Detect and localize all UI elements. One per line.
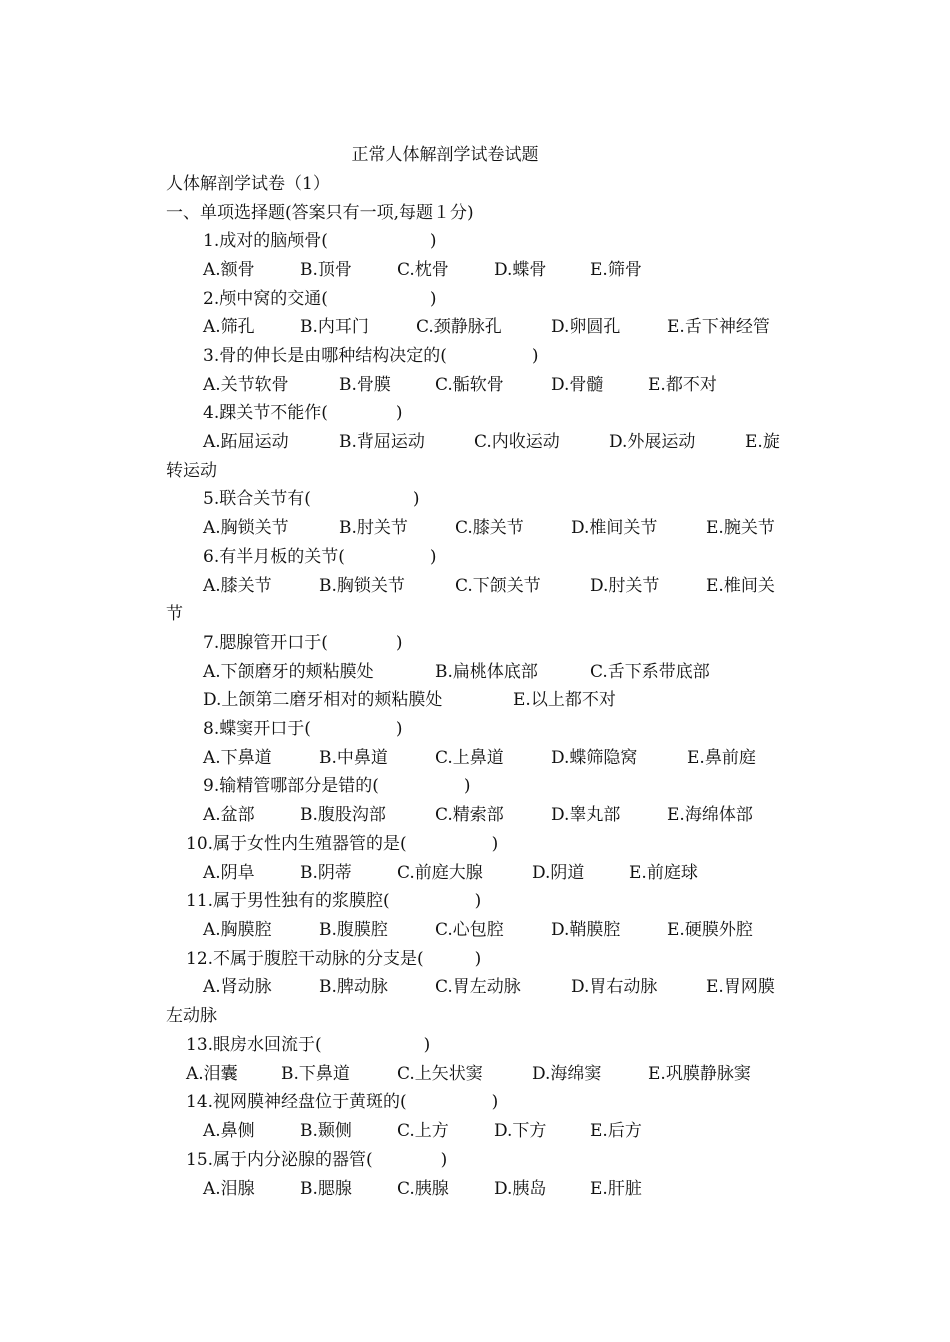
question-7-option-a: A.下颌磨牙的颊粘膜处 <box>203 662 374 682</box>
question-8-option-c: C.上鼻道 <box>435 748 504 768</box>
question-4-option-b: B.背屈运动 <box>339 432 425 452</box>
question-3: 3.骨的伸长是由哪种结构决定的( ) <box>203 346 539 366</box>
question-4-option-e: E.旋 <box>745 432 780 452</box>
question-10-option-e: E.前庭球 <box>629 863 698 883</box>
question-7-option-d: D.上颌第二磨牙相对的颊粘膜处 <box>203 690 443 710</box>
question-10-option-b: B.阴蒂 <box>300 863 352 883</box>
question-10-option-a: A.阴阜 <box>203 863 255 883</box>
question-13-option-d: D.海绵窦 <box>532 1064 602 1084</box>
question-15: 15.属于内分泌腺的器管( ) <box>186 1150 448 1170</box>
question-11-option-e: E.硬膜外腔 <box>667 920 753 940</box>
question-7-option-e: E.以上都不对 <box>513 690 616 710</box>
question-3-option-c: C.骺软骨 <box>435 375 504 395</box>
question-9-option-a: A.盆部 <box>203 805 255 825</box>
question-6-option-b: B.胸锁关节 <box>319 576 405 596</box>
question-12: 12.不属于腹腔干动脉的分支是( ) <box>186 949 482 969</box>
question-7-option-b: B.扁桃体底部 <box>435 662 538 682</box>
question-9-option-e: E.海绵体部 <box>667 805 753 825</box>
question-1-option-a: A.额骨 <box>203 260 255 280</box>
question-11-option-a: A.胸膜腔 <box>203 920 272 940</box>
question-12-option-c: C.胃左动脉 <box>435 977 521 997</box>
question-5-option-e: E.腕关节 <box>706 518 775 538</box>
question-9-option-c: C.精索部 <box>435 805 504 825</box>
question-6-option-d: D.肘关节 <box>590 576 660 596</box>
question-5-option-c: C.膝关节 <box>455 518 524 538</box>
question-7: 7.腮腺管开口于( ) <box>203 633 403 653</box>
question-6: 6.有半月板的关节( ) <box>203 547 437 567</box>
question-3-option-b: B.骨膜 <box>339 375 391 395</box>
question-5-option-b: B.肘关节 <box>339 518 408 538</box>
question-12-option-e-wrap: 左动脉 <box>166 1006 217 1026</box>
question-11-option-c: C.心包腔 <box>435 920 504 940</box>
question-5-option-d: D.椎间关节 <box>571 518 658 538</box>
question-6-option-e: E.椎间关 <box>706 576 775 596</box>
question-10-option-d: D.阴道 <box>532 863 585 883</box>
question-15-option-b: B.腮腺 <box>300 1179 352 1199</box>
question-9-option-b: B.腹股沟部 <box>300 805 386 825</box>
question-8: 8.蝶窦开口于( ) <box>203 719 403 739</box>
question-9: 9.输精管哪部分是错的( ) <box>203 776 471 796</box>
question-4-option-e-wrap: 转运动 <box>166 461 217 481</box>
question-2-option-a: A.筛孔 <box>203 317 255 337</box>
question-13-option-e: E.巩膜静脉窦 <box>648 1064 751 1084</box>
question-1-option-e: E.筛骨 <box>590 260 642 280</box>
exam-subtitle: 人体解剖学试卷（1） <box>166 174 330 194</box>
question-4: 4.踝关节不能作( ) <box>203 403 403 423</box>
question-1-option-c: C.枕骨 <box>397 260 449 280</box>
question-2: 2.颅中窝的交通( ) <box>203 289 437 309</box>
section-heading: 一、单项选择题(答案只有一项,每题１分) <box>166 203 474 223</box>
question-3-option-d: D.骨髓 <box>551 375 604 395</box>
question-10: 10.属于女性内生殖器管的是( ) <box>186 834 499 854</box>
question-13: 13.眼房水回流于( ) <box>186 1035 431 1055</box>
question-14-option-a: A.鼻侧 <box>203 1121 255 1141</box>
question-2-option-b: B.内耳门 <box>300 317 369 337</box>
question-2-option-d: D.卵圆孔 <box>551 317 621 337</box>
question-13-option-c: C.上矢状窦 <box>397 1064 483 1084</box>
question-6-option-a: A.膝关节 <box>203 576 272 596</box>
question-11: 11.属于男性独有的浆膜腔( ) <box>186 891 482 911</box>
question-2-option-c: C.颈静脉孔 <box>416 317 502 337</box>
question-6-option-e-wrap: 节 <box>166 604 183 624</box>
question-12-option-a: A.肾动脉 <box>203 977 272 997</box>
question-8-option-a: A.下鼻道 <box>203 748 272 768</box>
question-3-option-a: A.关节软骨 <box>203 375 289 395</box>
question-14-option-d: D.下方 <box>494 1121 547 1141</box>
question-1-option-b: B.顶骨 <box>300 260 352 280</box>
question-12-option-d: D.胃右动脉 <box>571 977 658 997</box>
question-11-option-b: B.腹膜腔 <box>319 920 388 940</box>
question-4-option-d: D.外展运动 <box>609 432 696 452</box>
question-8-option-e: E.鼻前庭 <box>687 748 756 768</box>
question-5-option-a: A.胸锁关节 <box>203 518 289 538</box>
question-3-option-e: E.都不对 <box>648 375 717 395</box>
question-4-option-c: C.内收运动 <box>474 432 560 452</box>
question-9-option-d: D.睾丸部 <box>551 805 621 825</box>
question-1-option-d: D.蝶骨 <box>494 260 547 280</box>
question-10-option-c: C.前庭大腺 <box>397 863 483 883</box>
question-14: 14.视网膜神经盘位于黄斑的( ) <box>186 1092 499 1112</box>
question-15-option-e: E.肝脏 <box>590 1179 642 1199</box>
question-8-option-b: B.中鼻道 <box>319 748 388 768</box>
question-14-option-b: B.颞侧 <box>300 1121 352 1141</box>
question-5: 5.联合关节有( ) <box>203 489 420 509</box>
question-8-option-d: D.蝶筛隐窝 <box>551 748 638 768</box>
question-12-option-e: E.胃网膜 <box>706 977 775 997</box>
question-13-option-b: B.下鼻道 <box>281 1064 350 1084</box>
question-1: 1.成对的脑颅骨( ) <box>203 231 437 251</box>
question-13-option-a: A.泪囊 <box>186 1064 238 1084</box>
document-title: 正常人体解剖学试卷试题 <box>351 145 539 165</box>
question-6-option-c: C.下颌关节 <box>455 576 541 596</box>
question-7-option-c: C.舌下系带底部 <box>590 662 710 682</box>
question-11-option-d: D.鞘膜腔 <box>551 920 621 940</box>
question-15-option-d: D.胰岛 <box>494 1179 547 1199</box>
question-14-option-e: E.后方 <box>590 1121 642 1141</box>
question-4-option-a: A.跖屈运动 <box>203 432 289 452</box>
question-14-option-c: C.上方 <box>397 1121 449 1141</box>
question-12-option-b: B.脾动脉 <box>319 977 388 997</box>
question-15-option-a: A.泪腺 <box>203 1179 255 1199</box>
question-2-option-e: E.舌下神经管 <box>667 317 770 337</box>
question-15-option-c: C.胰腺 <box>397 1179 449 1199</box>
